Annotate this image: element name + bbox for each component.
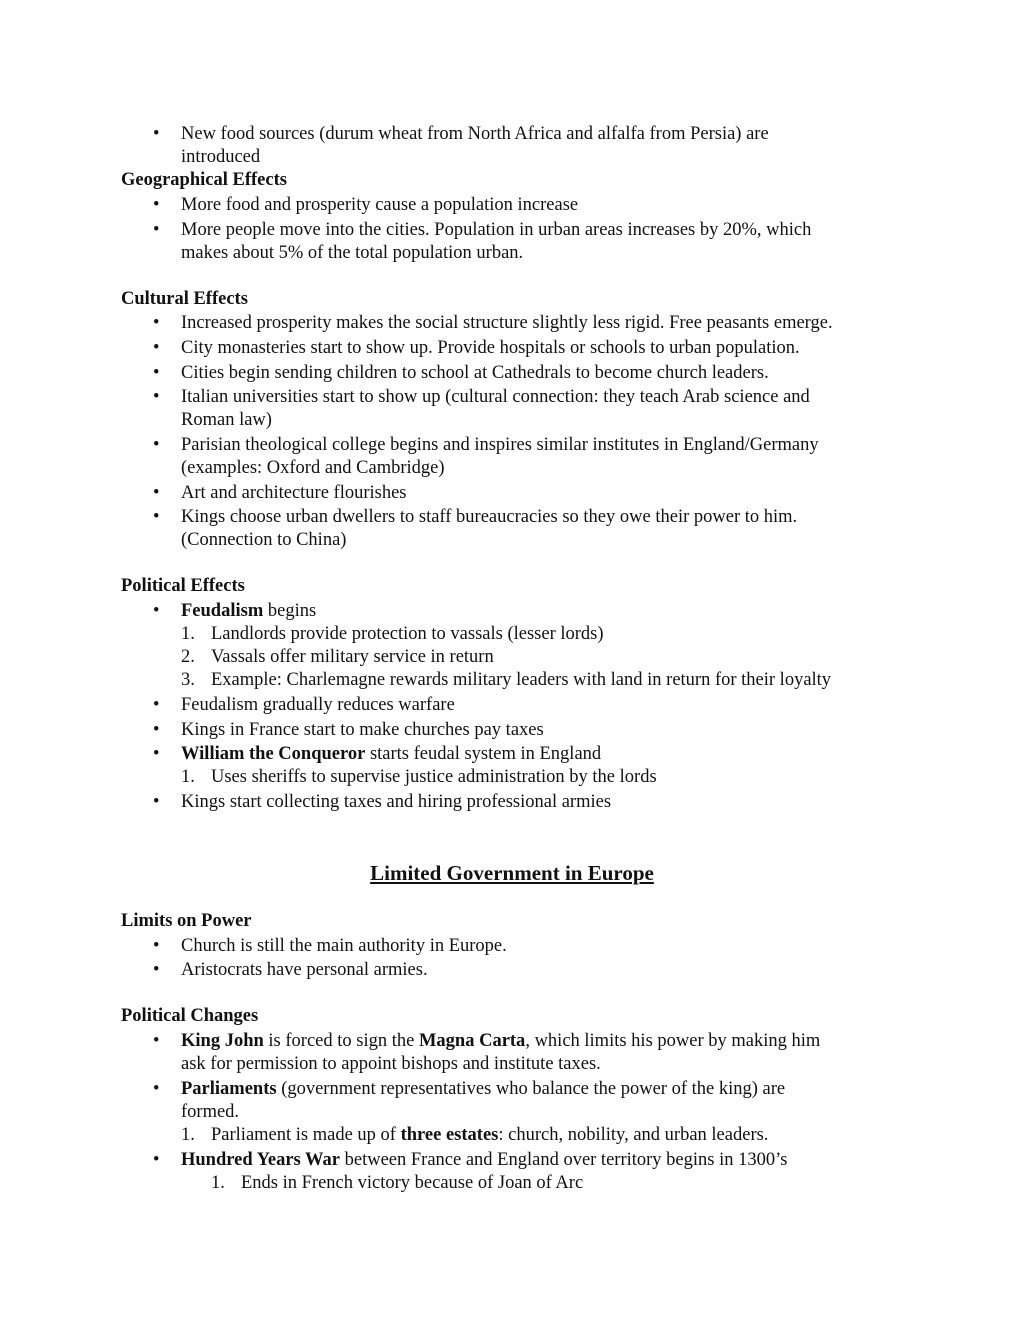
- list-item: More food and prosperity cause a population increase: [181, 195, 579, 215]
- bold-term: Feudalism: [181, 601, 264, 621]
- section-heading-geographical: Geographical Effects: [121, 170, 287, 190]
- bold-term: William the Conqueror: [181, 744, 366, 764]
- bullet-marker: •: [153, 1079, 160, 1099]
- text-run: : church, nobility, and urban leaders.: [498, 1125, 769, 1145]
- list-item: Parisian theological college begins and inspires similar institutes in England/Germany: [181, 435, 819, 455]
- text-run: starts feudal system in England: [365, 744, 602, 764]
- numbered-item: Landlords provide protection to vassals (lesser lords): [211, 624, 604, 644]
- list-item: Cities begin sending children to school at Cathedrals to become church leaders.: [181, 363, 769, 383]
- list-item-continuation: Roman law): [181, 410, 272, 430]
- list-item-continuation: (examples: Oxford and Cambridge): [181, 458, 445, 478]
- bullet-marker: •: [153, 435, 160, 455]
- bullet-marker: •: [153, 936, 160, 956]
- list-item: Italian universities start to show up (cultural connection: they teach Arab science and: [181, 387, 810, 407]
- numbered-item: Example: Charlemagne rewards military leaders with land in return for their loyalty: [211, 670, 832, 690]
- number-marker: 1.: [181, 624, 195, 644]
- bold-term: Hundred Years War: [181, 1150, 340, 1170]
- text-run: begins: [263, 601, 317, 621]
- numbered-item: Ends in French victory because of Joan of Arc: [241, 1173, 584, 1193]
- bullet-marker: •: [153, 960, 160, 980]
- list-item: Art and architecture flourishes: [181, 483, 407, 503]
- bullet-marker: •: [153, 220, 160, 240]
- section-heading-political: Political Effects: [121, 576, 245, 596]
- list-item: Increased prosperity makes the social structure slightly less rigid. Free peasants emerge.: [181, 313, 833, 333]
- list-item: Kings choose urban dwellers to staff bureaucracies so they owe their power to him.: [181, 507, 798, 527]
- number-marker: 1.: [181, 767, 195, 787]
- list-item-continuation: ask for permission to appoint bishops and institute taxes.: [181, 1054, 601, 1074]
- text-run: (government representatives who balance the power of the king) are: [276, 1079, 786, 1099]
- section-heading-cultural: Cultural Effects: [121, 289, 248, 309]
- bullet-marker: •: [153, 313, 160, 333]
- list-item: [181, 600, 316, 622]
- bullet-marker: •: [153, 695, 160, 715]
- numbered-item: Vassals offer military service in return: [211, 647, 494, 667]
- bold-term: Magna Carta: [418, 1031, 526, 1051]
- number-marker: 1.: [181, 1125, 195, 1145]
- list-item: Church is still the main authority in Europe.: [181, 936, 507, 956]
- bullet-marker: •: [153, 1031, 160, 1051]
- number-marker: 1.: [211, 1173, 225, 1193]
- text-run: Parliament is made up of: [211, 1125, 401, 1145]
- bullet-marker: •: [153, 338, 160, 358]
- list-item: [181, 1078, 785, 1100]
- number-marker: 3.: [181, 670, 195, 690]
- bullet-marker: •: [153, 601, 160, 621]
- list-item: [181, 1030, 820, 1052]
- bullet-marker: •: [153, 483, 160, 503]
- bullet-marker: •: [153, 792, 160, 812]
- list-item: Aristocrats have personal armies.: [181, 960, 428, 980]
- list-item: [181, 743, 601, 765]
- number-marker: 2.: [181, 647, 195, 667]
- list-item: New food sources (durum wheat from North Africa and alfalfa from Persia) are: [181, 124, 769, 144]
- bullet-marker: •: [153, 387, 160, 407]
- text-run: is forced to sign the: [263, 1031, 419, 1051]
- section-heading-limits: Limits on Power: [121, 911, 252, 931]
- list-item: Kings in France start to make churches pay taxes: [181, 720, 544, 740]
- text-run: , which limits his power by making him: [525, 1031, 821, 1051]
- bullet-marker: •: [153, 363, 160, 383]
- list-item: City monasteries start to show up. Provide hospitals or schools to urban population.: [181, 338, 800, 358]
- bullet-marker: •: [153, 744, 160, 764]
- numbered-item: [211, 1124, 768, 1146]
- bold-term: three estates: [400, 1125, 499, 1145]
- section-heading-political-changes: Political Changes: [121, 1006, 259, 1026]
- bullet-marker: •: [153, 124, 160, 144]
- bold-term: Parliaments: [181, 1079, 277, 1099]
- numbered-item: Uses sheriffs to supervise justice administration by the lords: [211, 767, 657, 787]
- list-item-continuation: (Connection to China): [181, 530, 347, 550]
- list-item: [181, 1149, 787, 1171]
- section-title: Limited Government in Europe: [370, 861, 654, 885]
- list-item: More people move into the cities. Population in urban areas increases by 20%, which: [181, 220, 812, 240]
- bullet-marker: •: [153, 1150, 160, 1170]
- list-item-continuation: formed.: [181, 1102, 240, 1122]
- list-item: Feudalism gradually reduces warfare: [181, 695, 455, 715]
- bullet-marker: •: [153, 507, 160, 527]
- bullet-marker: •: [153, 720, 160, 740]
- list-item: Kings start collecting taxes and hiring professional armies: [181, 792, 612, 812]
- bold-term: King John: [181, 1031, 264, 1051]
- list-item-continuation: makes about 5% of the total population urban.: [181, 243, 524, 263]
- bullet-marker: •: [153, 195, 160, 215]
- text-run: between France and England over territory begins in 1300’s: [339, 1150, 788, 1170]
- list-item-continuation: introduced: [181, 147, 261, 167]
